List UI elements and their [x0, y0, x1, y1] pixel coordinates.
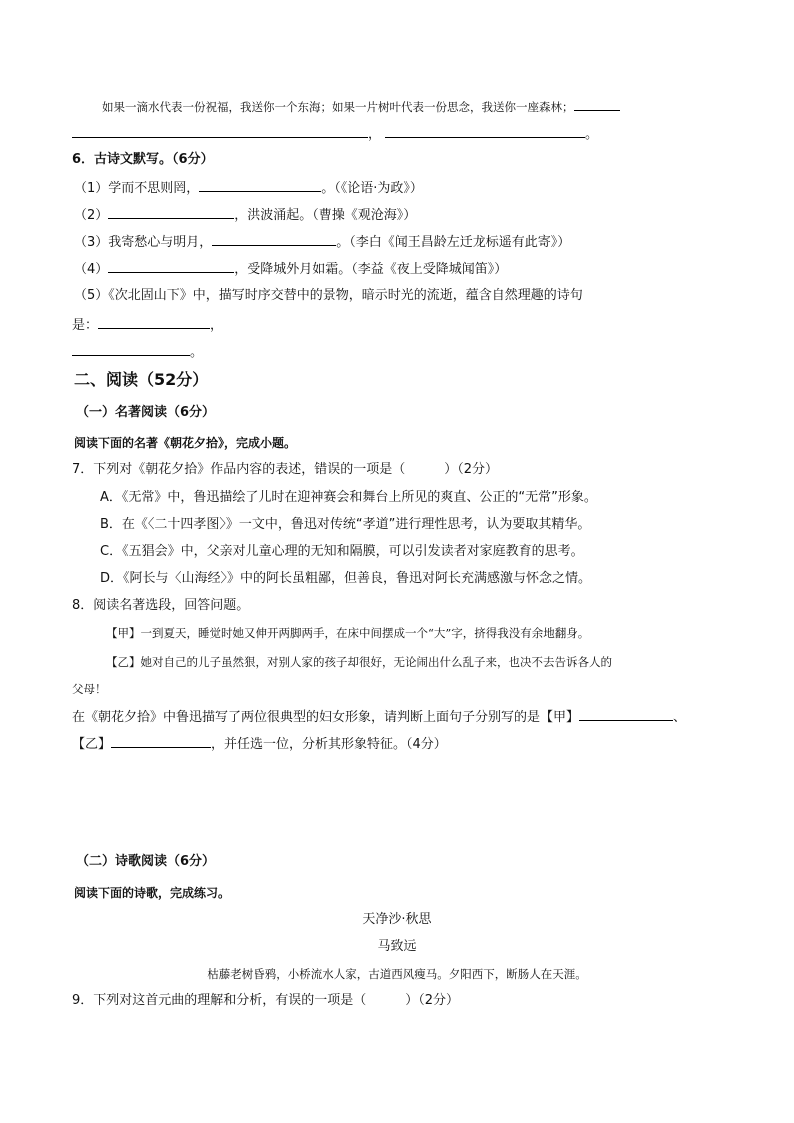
q6-item-5-period: 。: [190, 345, 204, 360]
q6-item-1: [74, 178, 423, 198]
q6-item-4-post: ，受降城外月如霜。（李益《夜上受降城闻笛》）: [234, 262, 508, 277]
q9-stem: 9．下列对这首元曲的理解和分析，有误的一项是（ ）（2分）: [72, 993, 460, 1008]
q6-title: 6．古诗文默写。（6分）: [72, 152, 214, 167]
q8-question-line2: [72, 734, 447, 754]
q8-passage-yi-line2: 父母！: [72, 682, 107, 696]
q8-question-2-pre: 【乙】: [72, 737, 112, 752]
q6-item-5-blank-1[interactable]: [98, 315, 210, 329]
part-1-title: （一）名著阅读（6分）: [76, 405, 216, 420]
q6-item-2-post: ，洪波涌起。（曹操《观沧海》）: [234, 208, 417, 223]
poem-text: 枯藤老树昏鸦，小桥流水人家，古道西风瘦马。夕阳西下，断肠人在天涯。: [207, 967, 587, 981]
q5-text: 如果一滴水代表一份祝福，我送你一个东海；如果一片树叶代表一份思念，我送你一座森林；: [102, 100, 574, 114]
q6-item-2: [74, 205, 416, 225]
q6-item-3-pre: （3）我寄愁心与明月，: [74, 235, 213, 250]
q8-passage-yi-line1: 【乙】她对自己的儿子虽然狠，对别人家的孩子却很好，无论闹出什么乱子来，也决不去告诉各人的: [106, 655, 612, 669]
q8-stem: 8．阅读名著选段，回答问题。: [72, 598, 250, 613]
q8-blank-yi[interactable]: [111, 734, 211, 748]
q6-item-4-blank[interactable]: [108, 259, 234, 273]
q6-item-5-blank-2[interactable]: [72, 342, 190, 356]
q6-item-4-pre: （4）: [74, 262, 109, 277]
q6-item-3-post: 。（李白《闻王昌龄左迁龙标遥有此寄》）: [336, 235, 571, 250]
part-2-instructions: 阅读下面的诗歌，完成练习。: [74, 886, 231, 900]
section-2-title: 二、阅读（52分）: [74, 370, 209, 389]
q6-item-5-answer-2: [72, 342, 203, 362]
q7-option-b[interactable]: B．在《〈二十四孝图〉》一文中，鲁迅对传统“孝道”进行理性思考，认为要取其精华。: [100, 517, 591, 532]
q6-item-5-answer-1: [72, 315, 223, 335]
q5-blank-1[interactable]: [574, 97, 620, 111]
part-2-title: （二）诗歌阅读（6分）: [76, 854, 216, 869]
q6-item-2-blank[interactable]: [108, 205, 234, 219]
q6-item-5: （5）《次北固山下》中，描写时序交替中的景物，暗示时光的流逝，蕴含自然理趣的诗句: [74, 288, 583, 303]
q7-option-d[interactable]: D．《阿长与〈山海经〉》中的阿长虽粗鄙，但善良，鲁迅对阿长充满感激与怀念之情。: [100, 571, 592, 586]
q6-item-5-comma: ，: [210, 318, 224, 333]
q7-stem: 7．下列对《朝花夕拾》作品内容的表述，错误的一项是（ ）（2分）: [72, 462, 499, 477]
q8-question-line1: [72, 707, 686, 727]
q5-blank-2[interactable]: [72, 124, 368, 138]
q6-item-1-post: 。（《论语·为政》）: [321, 181, 423, 196]
q6-item-2-pre: （2）: [74, 208, 109, 223]
part-1-instructions: 阅读下面的名著《朝花夕拾》，完成小题。: [74, 436, 297, 450]
q6-item-3: [74, 232, 570, 252]
q6-item-4: [74, 259, 507, 279]
q6-item-3-blank[interactable]: [212, 232, 336, 246]
poem-title: 天净沙·秋思: [362, 912, 432, 927]
poem-author: 马致远: [377, 939, 417, 954]
q5-period: 。: [585, 127, 599, 142]
q5-comma: ，: [368, 127, 382, 142]
q8-question-pre: 在《朝花夕拾》中鲁迅描写了两位很典型的妇女形象，请判断上面句子分别写的是【甲】: [72, 710, 580, 725]
q6-item-1-pre: （1）学而不思则罔，: [74, 181, 200, 196]
q7-option-c[interactable]: C．《五猖会》中，父亲对儿童心理的无知和隔膜，可以引发读者对家庭教育的思考。: [100, 544, 584, 559]
q7-option-a[interactable]: A．《无常》中，鲁迅描绘了儿时在迎神赛会和舞台上所见的爽直、公正的“无常”形象。: [100, 490, 597, 505]
q8-question-post: 、: [673, 710, 687, 725]
q5-blank-3[interactable]: [385, 124, 585, 138]
q6-item-1-blank[interactable]: [199, 178, 321, 192]
q5-line1: [102, 97, 620, 116]
q6-item-5-pre: 是：: [72, 318, 99, 333]
q5-line2: [72, 124, 598, 144]
q8-passage-jia: 【甲】一到夏天，睡觉时她又伸开两脚两手，在床中间摆成一个“大”字，挤得我没有余地翻身。: [106, 626, 590, 640]
q8-question-2-post: ，并任选一位，分析其形象特征。（4分）: [211, 737, 447, 752]
q8-blank-jia[interactable]: [579, 707, 673, 721]
